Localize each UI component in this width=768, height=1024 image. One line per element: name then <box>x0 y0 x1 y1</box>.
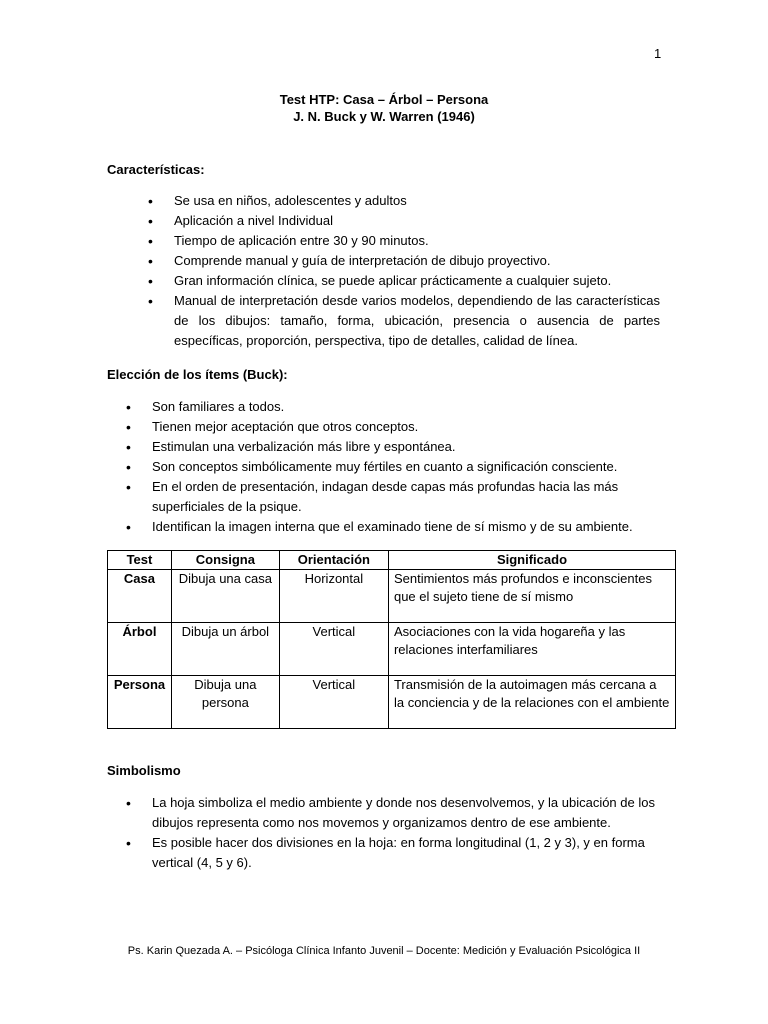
cell-test: Casa <box>108 570 172 623</box>
list-item: • Tiempo de aplicación entre 30 y 90 minutos. <box>174 231 660 251</box>
cell-consigna: Dibuja un árbol <box>171 623 279 676</box>
cell-test: Persona <box>108 676 172 729</box>
document-subtitle: J. N. Buck y W. Warren (1946) <box>293 109 475 124</box>
list-item: • Son familiares a todos. <box>152 397 662 417</box>
list-item: • Son conceptos simbólicamente muy fértiles en cuanto a significación consciente. <box>152 457 662 477</box>
list-item: • En el orden de presentación, indagan desde capas más profundas hacia las más superficiales de la psique. <box>152 477 662 517</box>
eleccion-heading: Elección de los ítems (Buck): <box>107 367 288 382</box>
list-item: • Identifican la imagen interna que el examinado tiene de sí mismo y de su ambiente. <box>152 517 662 537</box>
table-row <box>108 623 676 676</box>
htp-table <box>107 550 676 729</box>
table-header-row <box>108 551 676 570</box>
simbolismo-list <box>152 793 662 873</box>
cell-significado: Transmisión de la autoimagen más cercana a la conciencia y de la relaciones con el ambiente <box>388 676 675 729</box>
list-item: • Tienen mejor aceptación que otros conceptos. <box>152 417 662 437</box>
list-item: • Aplicación a nivel Individual <box>174 211 660 231</box>
list-item: • Es posible hacer dos divisiones en la hoja: en forma longitudinal (1, 2 y 3), y en forma vertical (4, 5 y 6). <box>152 833 662 873</box>
cell-orientacion: Vertical <box>279 623 388 676</box>
list-item: • Estimulan una verbalización más libre y espontánea. <box>152 437 662 457</box>
simbolismo-heading: Simbolismo <box>107 763 181 778</box>
header-consigna: Consigna <box>171 551 279 570</box>
header-orientacion: Orientación <box>279 551 388 570</box>
list-item: • Comprende manual y guía de interpretación de dibujo proyectivo. <box>174 251 660 271</box>
cell-significado: Sentimientos más profundos e inconscientes que el sujeto tiene de sí mismo <box>388 570 675 623</box>
list-item: • La hoja simboliza el medio ambiente y donde nos desenvolvemos, y la ubicación de los dibujos representa como nos movemos y organizamos dentro de ese ambiente. <box>152 793 662 833</box>
caracteristicas-heading: Características: <box>107 162 205 177</box>
page-footer: Ps. Karin Quezada A. – Psicóloga Clínica Infanto Juvenil – Docente: Medición y Evaluación Psicológica II <box>127 945 641 957</box>
table-row <box>108 676 676 729</box>
page-number: 1 <box>654 46 662 61</box>
list-item: • Se usa en niños, adolescentes y adultos <box>174 191 660 211</box>
cell-test: Árbol <box>108 623 172 676</box>
caracteristicas-list <box>174 191 660 351</box>
cell-orientacion: Horizontal <box>279 570 388 623</box>
header-significado: Significado <box>388 551 675 570</box>
eleccion-list <box>152 397 662 537</box>
cell-consigna: Dibuja una casa <box>171 570 279 623</box>
list-item: • Gran información clínica, se puede aplicar prácticamente a cualquier sujeto. <box>174 271 660 291</box>
table-row <box>108 570 676 623</box>
cell-significado: Asociaciones con la vida hogareña y las relaciones interfamiliares <box>388 623 675 676</box>
list-item: • Manual de interpretación desde varios modelos, dependiendo de las características de los dibujos: tamaño, forma, ubicación, presencia o ausencia de partes específicas, proporción, perspectiva, tipo de detalles, calidad de línea. <box>174 291 660 351</box>
header-test: Test <box>108 551 172 570</box>
cell-consigna: Dibuja una persona <box>171 676 279 729</box>
document-title: Test HTP: Casa – Árbol – Persona <box>279 92 489 107</box>
cell-orientacion: Vertical <box>279 676 388 729</box>
